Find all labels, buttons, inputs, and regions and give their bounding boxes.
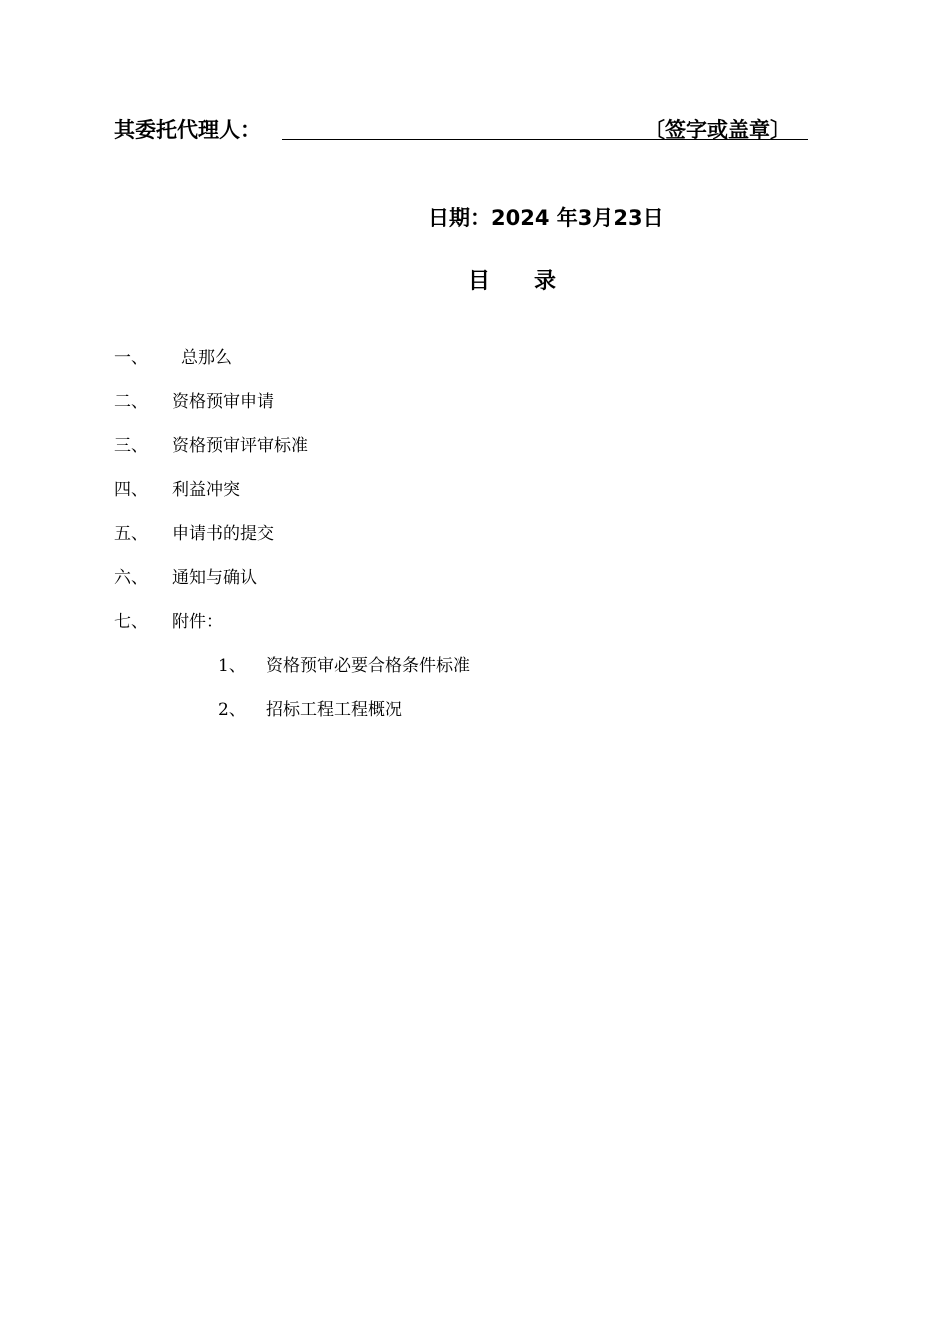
toc-item	[114, 520, 814, 564]
toc-subitem-number: 2、	[218, 700, 246, 720]
toc-title: 目录	[468, 269, 601, 294]
toc-subitem-label: 资格预审必要合格条件标准	[266, 656, 470, 676]
toc-item-label: 通知与确认	[172, 568, 257, 588]
toc-subitem	[114, 652, 814, 696]
toc-item	[114, 564, 814, 608]
toc-item-number: 六、	[114, 568, 148, 588]
toc-list	[114, 344, 814, 740]
toc-item-label: 总那么	[181, 348, 232, 368]
toc-item-number: 七、	[114, 612, 148, 632]
toc-item-number: 五、	[114, 524, 148, 544]
toc-subitem-label: 招标工程工程概况	[266, 700, 402, 720]
signature-note: 〔签字或盖章〕	[644, 118, 791, 142]
toc-item-number: 二、	[114, 392, 148, 412]
toc-item	[114, 388, 814, 432]
toc-item-label: 资格预审评审标准	[172, 436, 308, 456]
toc-item	[114, 476, 814, 520]
toc-item-label: 申请书的提交	[172, 524, 274, 544]
toc-item	[114, 344, 814, 388]
toc-item-label: 附件：	[172, 612, 223, 632]
toc-item	[114, 608, 814, 652]
toc-item-label: 资格预审申请	[172, 392, 274, 412]
toc-item-number: 三、	[114, 436, 148, 456]
toc-item-label: 利益冲突	[172, 480, 240, 500]
agent-signature-line	[114, 114, 814, 146]
toc-item	[114, 432, 814, 476]
toc-subitem-number: 1、	[218, 656, 246, 676]
agent-label: 其委托代理人：	[114, 118, 261, 142]
date-text: 日期：2024 年3月23日	[428, 206, 664, 230]
toc-item-number: 一、	[114, 348, 148, 368]
toc-subitem	[114, 696, 814, 740]
toc-item-number: 四、	[114, 480, 148, 500]
